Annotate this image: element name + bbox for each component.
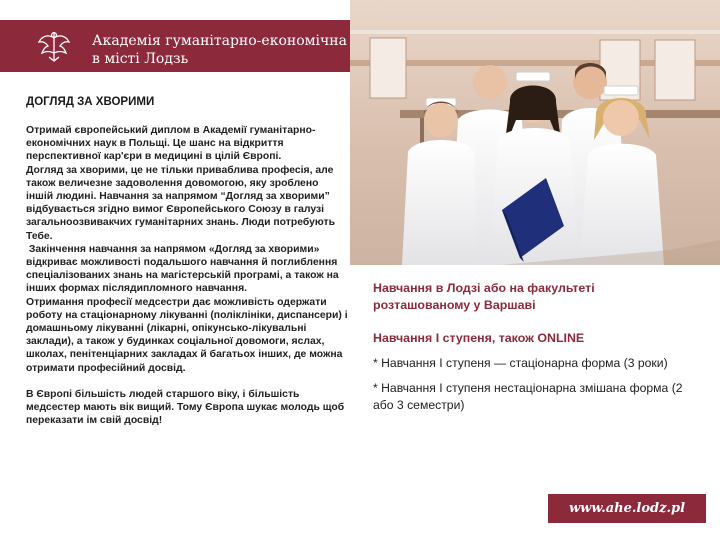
header-banner — [0, 20, 350, 72]
eagle-crest-icon — [34, 26, 74, 66]
paragraph-europe: В Європі більшість людей старшого віку, і більшість медсестер мають вік вищий. Тому Європа шукає молодь щоб переказати ім свій досвід! — [26, 388, 345, 427]
paragraph-intro: Отримай європейський диплом в Академії гуманітарно-економічних наук в Польщі. Це шанс на відкриття перспективної кар'єри в медицині в цілій Європі. — [26, 125, 316, 163]
paragraph-employment: Отримання професії медсестри дає можливість одержати роботу на стаціонарному лікуванні (поліклініки, диспансери) і домашньому лікуванні (лікарні, опікунсько-лікувальні заклади), а також у будинках соціальної довомоги, яслах, школах, пенітенціарних закладах й багатьох інших, де можна отримати професійний досвід. — [26, 296, 348, 374]
paragraph-further-study: Закінчення навчання за напрямом «Догляд за хворими» відкриває можливості подальшого навчання й поглиблення спеціалізованих знань на магістерській програмі, а також на інших формах післядипломного навчання. — [26, 243, 342, 295]
study-form-item: * Навчання I ступеня — стаціонарна форма (3 роки) — [373, 356, 668, 370]
institution-name — [92, 32, 347, 68]
institution-name-line1: Академія гуманітарно-економічна — [92, 33, 347, 49]
paragraph-profession: Догляд за хворими, це не тільки приваблива професія, але також величезне задоволення довомогою, яку зроблено іншій людині. Навчання за напрямом “Догляд за хворими” відбувається згідно вимог Європейського Союзу в галузі загальноозвивакчих гуманітарних знань. Люди потребують Тебе. — [26, 164, 336, 242]
main-description — [26, 124, 348, 427]
medical-staff-photo — [350, 0, 720, 265]
website-url[interactable]: www.ahe.lodz.pl — [548, 494, 706, 523]
study-form-item: * Навчання I ступеня нестаціонарна змішана форма (2 або 3 семестри) — [373, 381, 683, 412]
study-location-heading: Навчання в Лодзі або на факультеті розташованому у Варшаві — [373, 281, 595, 312]
institution-name-line2: в місті Лодзь — [92, 51, 189, 67]
study-level-heading: Навчання I ступеня, також ONLINE — [373, 331, 585, 345]
section-title: ДОГЛЯД ЗА ХВОРИМИ — [26, 96, 155, 108]
study-options — [373, 280, 693, 414]
